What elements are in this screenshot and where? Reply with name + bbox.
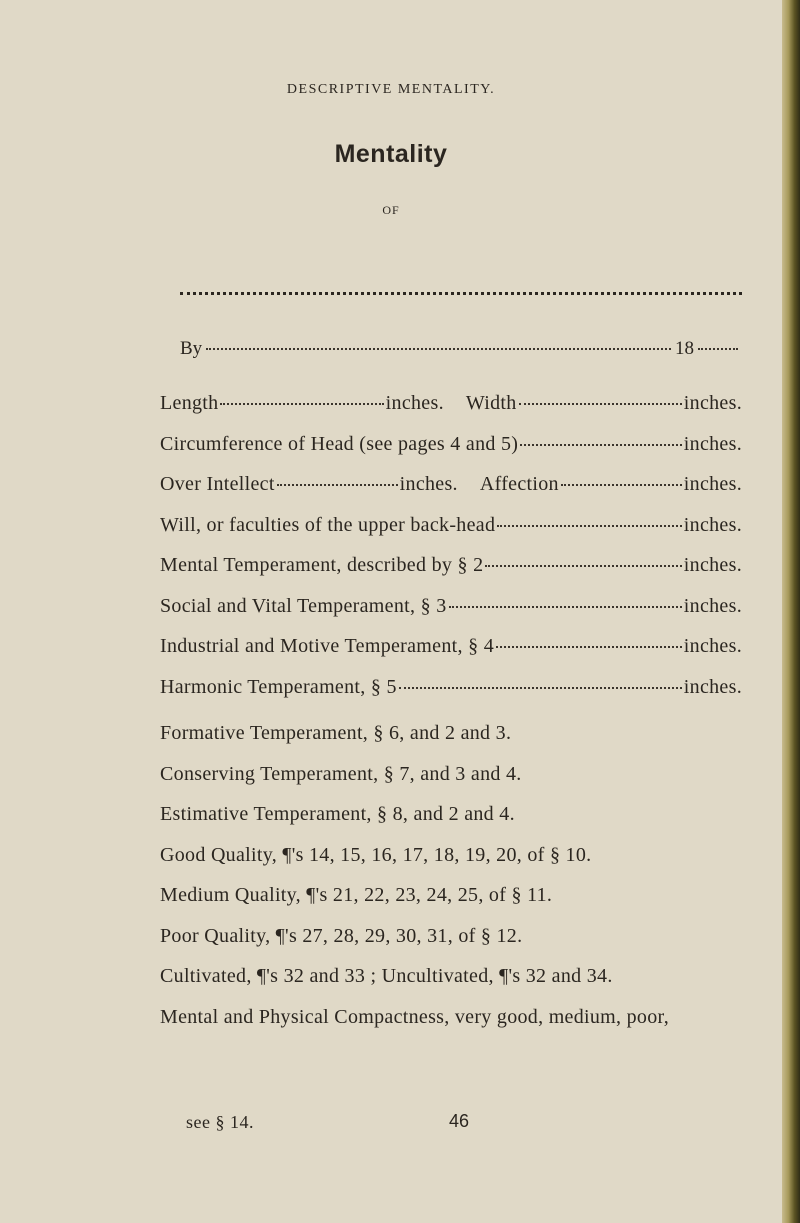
see-reference: see § 14. — [186, 1112, 254, 1132]
list-item: Conserving Temperament, § 7, and 3 and 4. — [160, 762, 522, 785]
field-row — [160, 635, 742, 676]
page-edge — [782, 0, 800, 1223]
running-head: DESCRIPTIVE MENTALITY. — [286, 82, 496, 97]
field-blank — [496, 646, 682, 648]
by-label: By — [180, 338, 203, 359]
field-label: Mental Temperament, described by § 2 — [160, 554, 484, 576]
field-unit: inches. — [683, 432, 742, 455]
field-blank — [497, 525, 682, 527]
field-label: Circumference of Head (see pages 4 and 5) — [160, 432, 519, 455]
field-blank — [277, 484, 398, 486]
list-item: Good Quality, ¶'s 14, 15, 16, 17, 18, 19, 20, of § 10. — [160, 843, 592, 866]
name-blank-line — [180, 292, 742, 295]
field-blank — [399, 687, 682, 689]
field-label: Over Intellect — [160, 473, 275, 495]
field-blank — [520, 444, 682, 446]
field-unit: inches. — [683, 473, 742, 495]
field-row — [160, 595, 742, 636]
year-blank — [698, 348, 738, 350]
page-number: 46 — [449, 1111, 470, 1131]
field-unit: inches. — [683, 513, 742, 536]
field-unit: inches. — [683, 392, 742, 414]
field-blank — [220, 403, 383, 405]
page-subtitle: OF — [382, 203, 400, 217]
field-blank — [561, 484, 682, 486]
field-label: Will, or faculties of the upper back-head — [160, 513, 496, 536]
list-item: Poor Quality, ¶'s 27, 28, 29, 30, 31, of § 12. — [160, 924, 523, 947]
list-item: Mental and Physical Compactness, very good, medium, poor, — [160, 1005, 669, 1028]
field-blank — [485, 565, 681, 567]
field-label: Industrial and Motive Temperament, § 4 — [160, 635, 494, 657]
list-item: Formative Temperament, § 6, and 2 and 3. — [160, 722, 512, 744]
temperament-list — [160, 722, 760, 1046]
list-item: Medium Quality, ¶'s 21, 22, 23, 24, 25, of § 11. — [160, 884, 553, 906]
field-row — [160, 554, 742, 595]
field-blank — [519, 403, 682, 405]
list-item: Estimative Temperament, § 8, and 2 and 4. — [160, 803, 515, 825]
by-row — [180, 338, 742, 360]
field-row — [160, 473, 742, 514]
field-mid: inches. — [385, 392, 444, 414]
field-label-2: Affection — [479, 473, 559, 495]
by-blank — [206, 348, 671, 350]
field-row — [160, 676, 742, 717]
field-row — [160, 433, 742, 474]
field-unit: inches. — [683, 635, 742, 657]
field-blank — [449, 606, 682, 608]
page-title: Mentality — [334, 140, 448, 168]
measurement-fields — [160, 392, 742, 716]
field-unit: inches. — [683, 594, 742, 617]
field-label: Social and Vital Temperament, § 3 — [160, 594, 447, 617]
field-label-2: Width — [465, 392, 517, 414]
list-item: Cultivated, ¶'s 32 and 33 ; Uncultivated, ¶'s 32 and 34. — [160, 965, 613, 987]
field-label: Harmonic Temperament, § 5 — [160, 675, 397, 698]
field-unit: inches. — [683, 554, 742, 576]
field-mid: inches. — [399, 473, 458, 495]
year-label: 18 — [675, 338, 694, 359]
field-unit: inches. — [683, 675, 742, 698]
field-row — [160, 514, 742, 555]
field-row — [160, 392, 742, 433]
field-label: Length — [160, 392, 219, 414]
